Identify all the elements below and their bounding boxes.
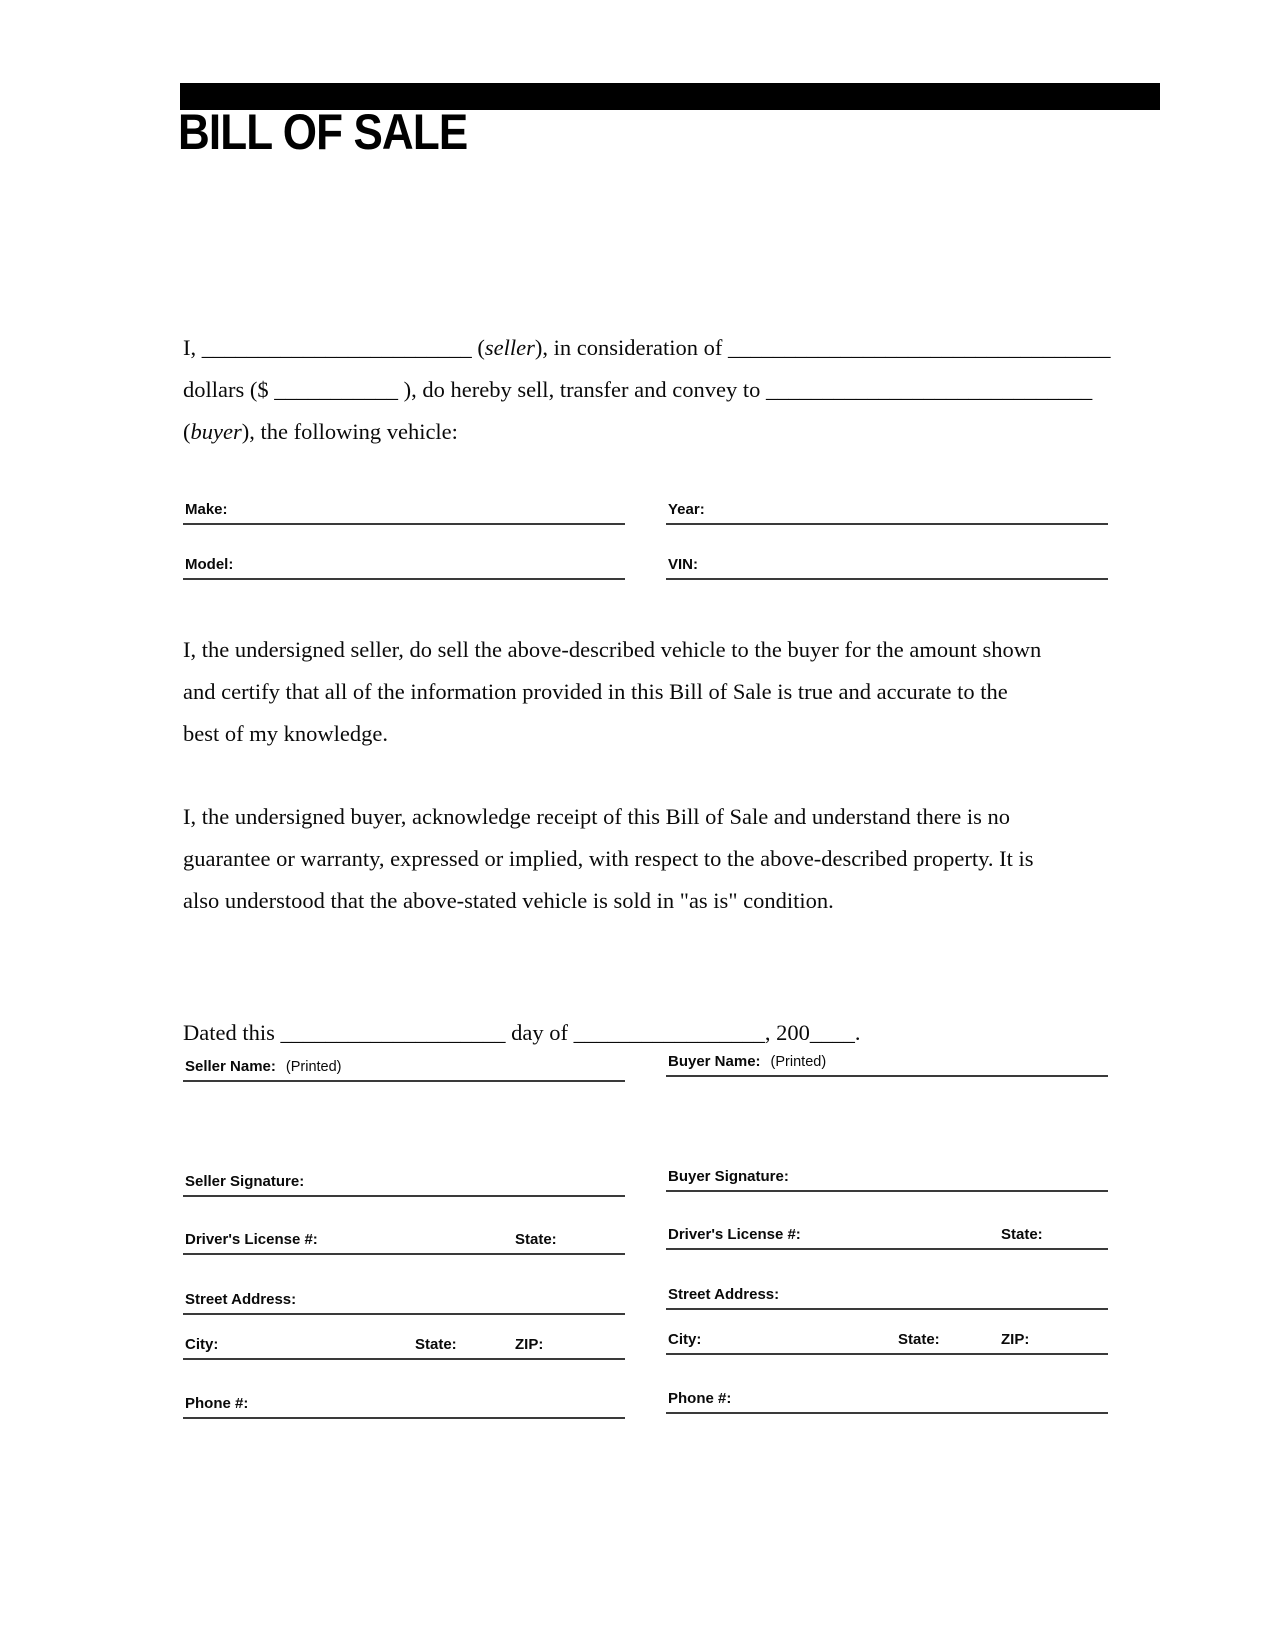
buyer-phone-label: Phone #: bbox=[668, 1390, 732, 1407]
buyer-name-blank: _____________________________ bbox=[765, 377, 1093, 402]
seller-name-field bbox=[183, 1053, 625, 1082]
model-label: Model: bbox=[185, 556, 234, 573]
buyer-city-label: City: bbox=[668, 1331, 702, 1348]
intro-text: I, bbox=[183, 335, 202, 360]
seller-dl-state-label: State: bbox=[515, 1231, 557, 1248]
year-blank: ____ bbox=[809, 1020, 855, 1045]
seller-phone-field bbox=[183, 1390, 625, 1419]
buyer-signature-label: Buyer Signature: bbox=[668, 1168, 789, 1185]
buyer-zip-label: ZIP: bbox=[1001, 1331, 1030, 1348]
intro-line-1 bbox=[183, 327, 1113, 369]
seller-city-state-label: State: bbox=[415, 1336, 457, 1353]
seller-certification-paragraph bbox=[183, 629, 1113, 755]
year-field bbox=[666, 496, 1108, 525]
seller-zip-label: ZIP: bbox=[515, 1336, 544, 1353]
paragraph-line: also understood that the above-stated vehicle is sold in "as is" condition. bbox=[183, 888, 834, 913]
model-field bbox=[183, 551, 625, 580]
seller-city-state-zip-field bbox=[183, 1331, 625, 1360]
day-blank: ____________________ bbox=[280, 1020, 506, 1045]
vin-label: VIN: bbox=[668, 556, 698, 573]
make-label: Make: bbox=[185, 501, 228, 518]
page-title: BILL OF SALE bbox=[178, 104, 468, 160]
paragraph-line: I, the undersigned seller, do sell the above-described vehicle to the buyer for the amount shown bbox=[183, 637, 1042, 662]
dollar-amount-blank: ___________ bbox=[274, 377, 398, 402]
make-field bbox=[183, 496, 625, 525]
seller-street-address-field bbox=[183, 1286, 625, 1315]
buyer-city-state-label: State: bbox=[898, 1331, 940, 1348]
buyer-dl-state-label: State: bbox=[1001, 1226, 1043, 1243]
buyer-dl-label: Driver's License #: bbox=[668, 1226, 801, 1243]
seller-city-label: City: bbox=[185, 1336, 219, 1353]
dated-text: . bbox=[854, 1020, 861, 1045]
buyer-signature-field bbox=[666, 1163, 1108, 1192]
intro-text: ), do hereby sell, transfer and convey to bbox=[397, 377, 766, 402]
dated-text: Dated this bbox=[183, 1020, 281, 1045]
seller-name-blank: ________________________ bbox=[201, 335, 472, 360]
intro-text: ), the following vehicle: bbox=[241, 419, 458, 444]
buyer-name-label-wrap bbox=[668, 1053, 826, 1070]
intro-paragraph bbox=[183, 327, 1113, 453]
buyer-name-label: Buyer Name: bbox=[668, 1053, 761, 1070]
seller-phone-label: Phone #: bbox=[185, 1395, 249, 1412]
buyer-street-address-field bbox=[666, 1281, 1108, 1310]
buyer-phone-field bbox=[666, 1385, 1108, 1414]
buyer-drivers-license-field bbox=[666, 1221, 1108, 1250]
seller-street-label: Street Address: bbox=[185, 1291, 297, 1308]
vin-field bbox=[666, 551, 1108, 580]
intro-text: ( bbox=[471, 335, 485, 360]
seller-drivers-license-field bbox=[183, 1226, 625, 1255]
paragraph-line: I, the undersigned buyer, acknowledge receipt of this Bill of Sale and understand there is no bbox=[183, 804, 1010, 829]
dated-text: day of bbox=[505, 1020, 574, 1045]
seller-printed-hint: (Printed) bbox=[285, 1059, 342, 1075]
intro-line-3 bbox=[183, 411, 1113, 453]
seller-name-label: Seller Name: bbox=[185, 1058, 276, 1075]
seller-dl-label: Driver's License #: bbox=[185, 1231, 318, 1248]
dated-text: , 200 bbox=[764, 1020, 810, 1045]
paragraph-line: guarantee or warranty, expressed or implied, with respect to the above-described property. It is bbox=[183, 846, 1034, 871]
buyer-city-state-zip-field bbox=[666, 1326, 1108, 1355]
paragraph-line: best of my knowledge. bbox=[183, 721, 388, 746]
intro-text: dollars ($ bbox=[183, 377, 275, 402]
buyer-italic-word: buyer bbox=[190, 419, 242, 444]
seller-italic-word: seller bbox=[484, 335, 535, 360]
seller-signature-label: Seller Signature: bbox=[185, 1173, 305, 1190]
seller-name-label-wrap bbox=[185, 1058, 342, 1075]
buyer-name-field bbox=[666, 1048, 1108, 1077]
buyer-street-label: Street Address: bbox=[668, 1286, 780, 1303]
paragraph-line: and certify that all of the information provided in this Bill of Sale is true and accurate to the bbox=[183, 679, 1008, 704]
intro-text: ( bbox=[183, 419, 191, 444]
buyer-printed-hint: (Printed) bbox=[770, 1054, 827, 1070]
intro-line-2 bbox=[183, 369, 1113, 411]
month-blank: _________________ bbox=[573, 1020, 765, 1045]
buyer-acknowledgement-paragraph bbox=[183, 796, 1113, 922]
intro-text: ), in consideration of bbox=[534, 335, 728, 360]
seller-signature-field bbox=[183, 1168, 625, 1197]
consideration-blank: __________________________________ bbox=[727, 335, 1111, 360]
year-label: Year: bbox=[668, 501, 705, 518]
